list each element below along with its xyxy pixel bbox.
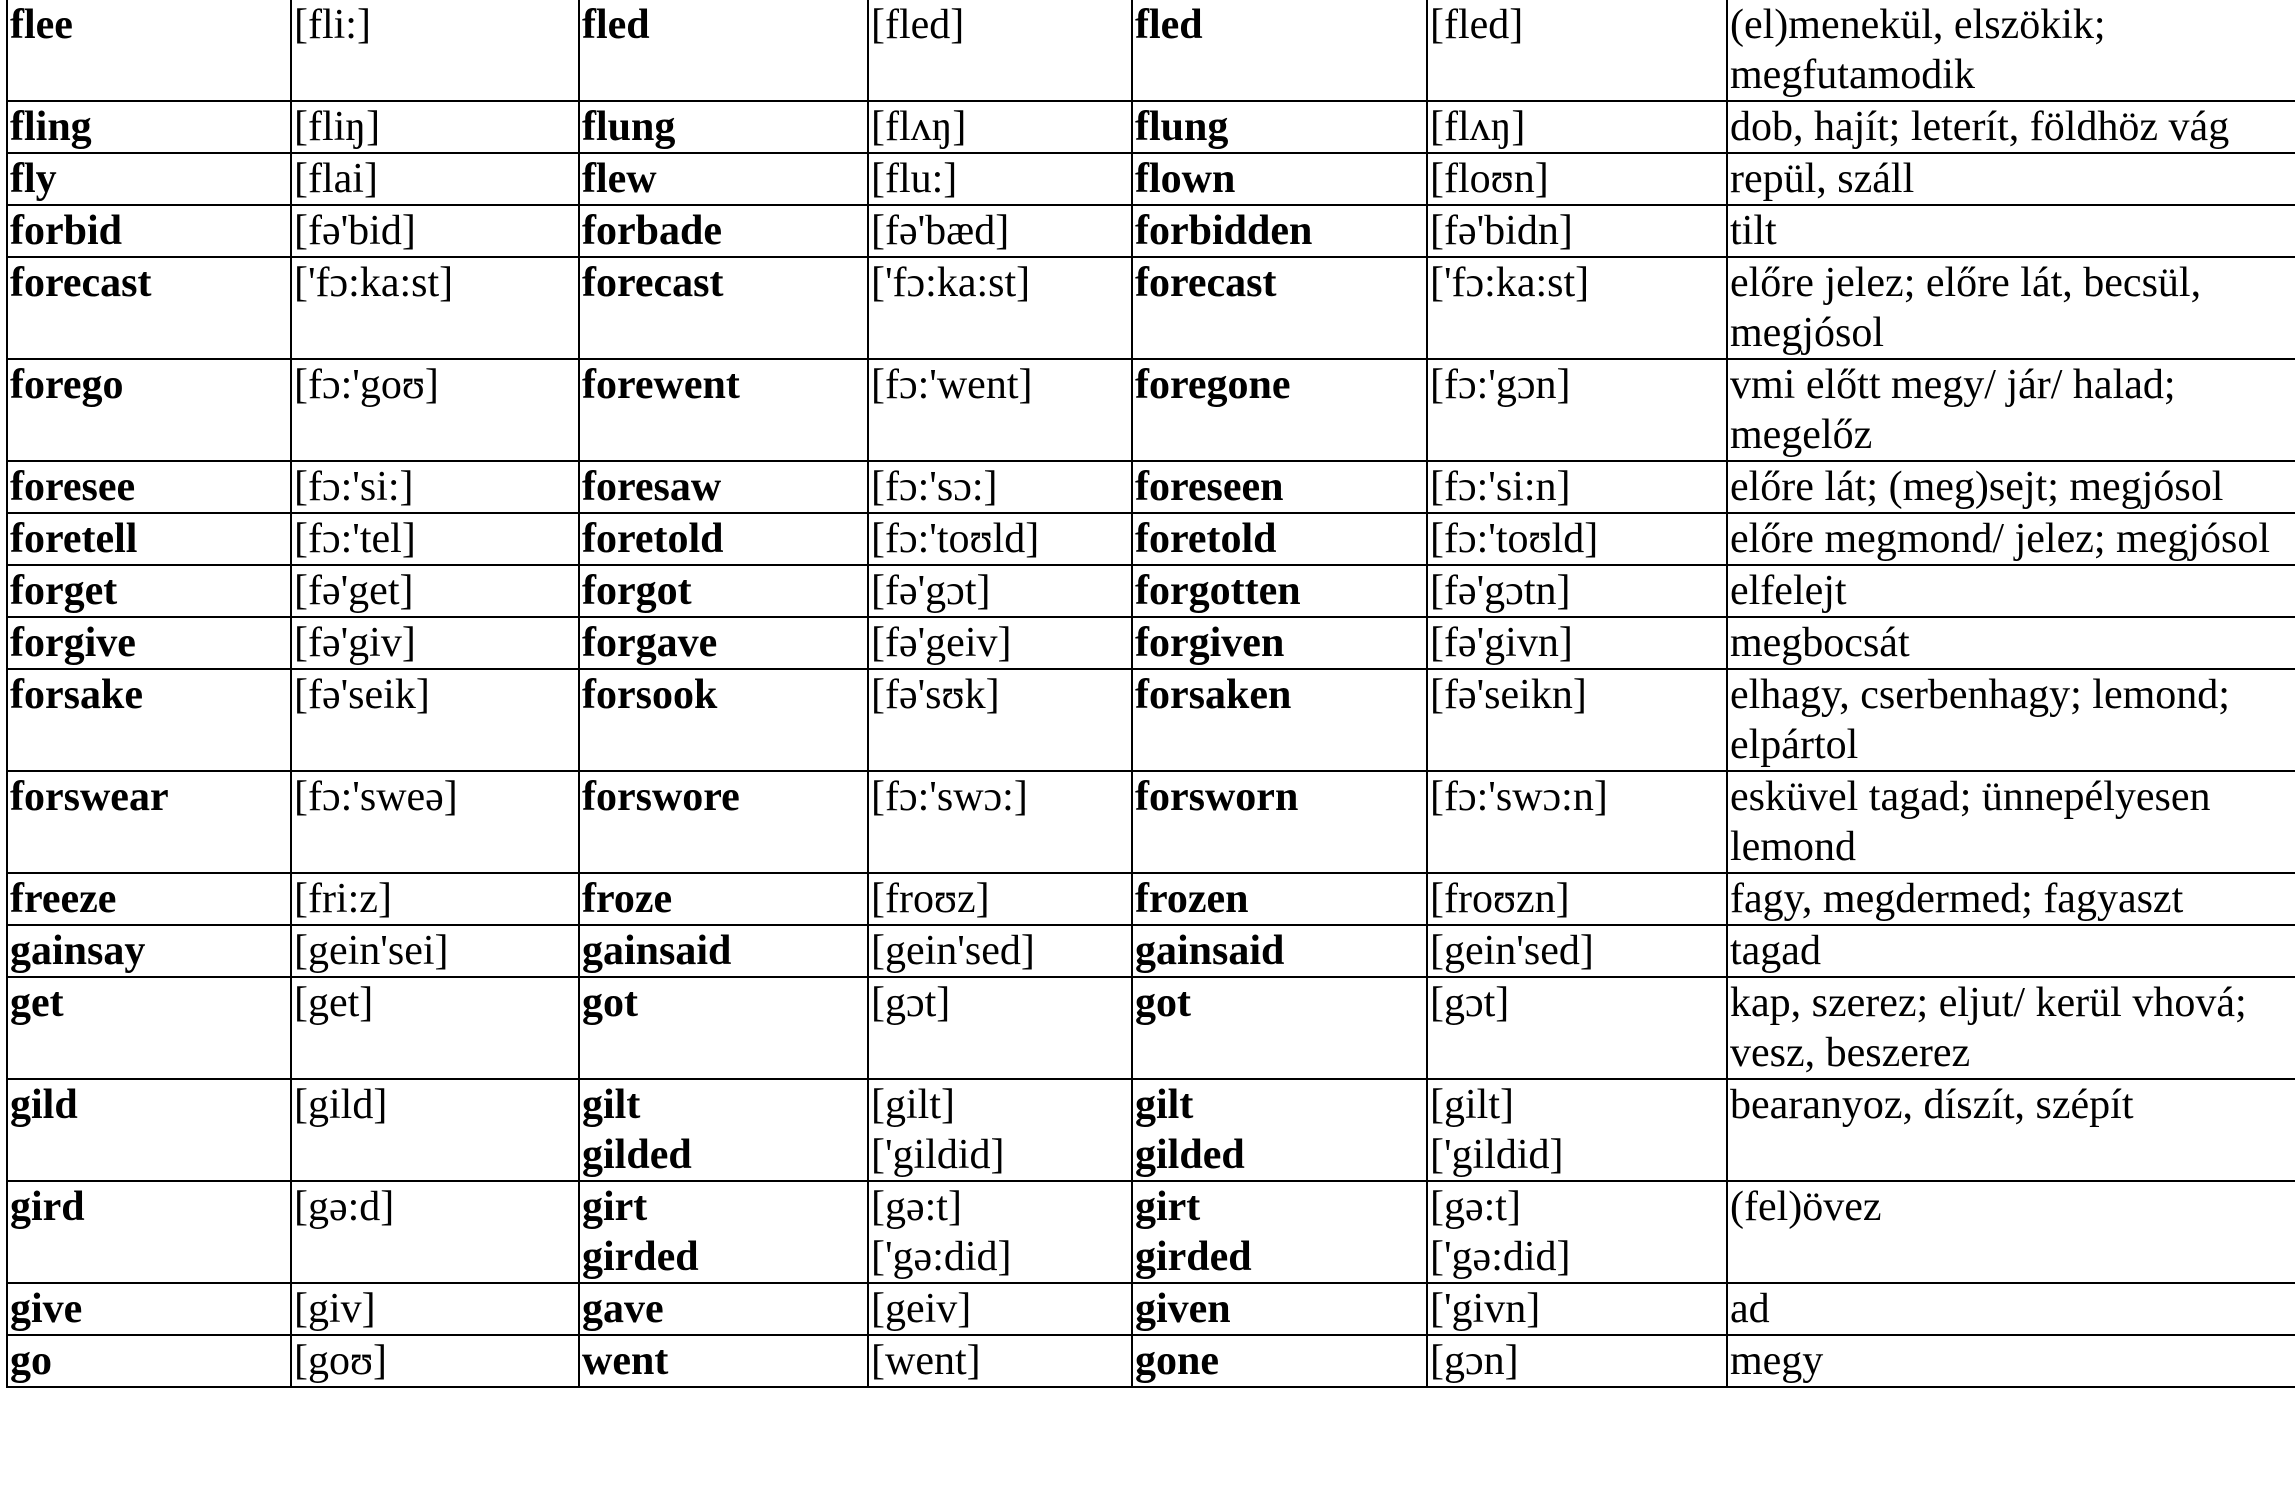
cell-text: ['fɔ:ka:st] [871,260,1031,306]
participle-pronunciation-cell [1427,513,1727,565]
participle-pronunciation-cell [1427,461,1727,513]
cell-text: [fɔ:'swɔ:n] [1430,774,1608,820]
table-row [7,513,2295,565]
meaning-cell: repül, száll [1727,153,2295,205]
base-pronunciation-cell [291,977,579,1079]
cell-text: froze [582,876,673,922]
cell-text: ['givn] [1430,1286,1541,1332]
cell-text: got [1135,980,1191,1026]
meaning-cell: fagy, megdermed; fagyaszt [1727,873,2295,925]
meaning-cell: vmi előtt megy/ jár/ halad; megelőz [1727,359,2295,461]
cell-text: give [10,1286,83,1332]
past-participle-cell [1132,977,1427,1079]
past-pronunciation-cell [868,101,1132,153]
cell-text: forsake [10,672,143,718]
cell-text: [fə'gɔt] [871,568,991,614]
cell-text: forget [10,568,118,614]
base-form-cell [7,977,291,1079]
base-form-cell [7,873,291,925]
participle-pronunciation-cell [1427,257,1727,359]
cell-text: got [582,980,638,1026]
cell-text: [fə'gɔtn] [1430,568,1571,614]
base-pronunciation-cell [291,153,579,205]
cell-text: [fled] [1430,2,1524,48]
past-participle-cell [1132,153,1427,205]
cell-text: ['fɔ:ka:st] [1430,260,1590,306]
cell-text: [fɔ:'goʊ] [294,362,439,408]
cell-text: [froʊzn] [1430,876,1570,922]
cell-text: forgiven [1135,620,1285,666]
irregular-verbs-table [6,0,2295,1388]
cell-text: ['gildid] [1430,1132,1564,1178]
past-participle-cell [1132,461,1427,513]
past-participle-cell [1132,1283,1427,1335]
base-pronunciation-cell [291,513,579,565]
past-simple-cell [579,1181,868,1283]
meaning-cell: tagad [1727,925,2295,977]
past-participle-cell [1132,1181,1427,1283]
table-row [7,0,2295,101]
cell-text: flung [582,104,676,150]
base-pronunciation-cell [291,1079,579,1181]
past-simple-cell [579,1283,868,1335]
base-form-cell [7,461,291,513]
base-pronunciation-cell [291,925,579,977]
cell-text: forbid [10,208,123,254]
base-form-cell [7,205,291,257]
past-pronunciation-cell [868,513,1132,565]
cell-text: [fli:] [294,2,371,48]
past-pronunciation-cell [868,0,1132,101]
cell-text: [get] [294,980,374,1026]
base-pronunciation-cell [291,1335,579,1387]
cell-text: [fɔ:'sweə] [294,774,458,820]
meaning-cell: elhagy, cserbenhagy; lemond; elpártol [1727,669,2295,771]
past-participle-cell [1132,873,1427,925]
cell-text: girded [1135,1234,1252,1280]
cell-text: [goʊ] [294,1338,388,1384]
cell-text: went [582,1338,669,1384]
table-row [7,153,2295,205]
past-participle-cell [1132,925,1427,977]
table-row [7,1181,2295,1283]
participle-pronunciation-cell [1427,205,1727,257]
cell-text: ['gə:did] [871,1234,1012,1280]
cell-text: flew [582,156,657,202]
table-row [7,1283,2295,1335]
cell-text: gilt [582,1082,641,1128]
past-simple-cell [579,153,868,205]
participle-pronunciation-cell [1427,771,1727,873]
cell-text: [gə:t] [1430,1184,1521,1230]
cell-text: [fə'bid] [294,208,416,254]
cell-text: forgave [582,620,718,666]
cell-text: freeze [10,876,117,922]
past-simple-cell [579,0,868,101]
cell-text: fled [582,2,650,48]
base-form-cell [7,153,291,205]
cell-text: [fled] [871,2,965,48]
past-pronunciation-cell [868,257,1132,359]
past-simple-cell [579,1079,868,1181]
cell-text: flee [10,2,73,48]
cell-text: [fə'giv] [294,620,416,666]
cell-text: [fɔ:'sɔ:] [871,464,998,510]
cell-text: given [1135,1286,1231,1332]
base-pronunciation-cell [291,1283,579,1335]
past-pronunciation-cell [868,461,1132,513]
base-pronunciation-cell [291,359,579,461]
past-pronunciation-cell [868,565,1132,617]
cell-text: [gilt] [1430,1082,1514,1128]
participle-pronunciation-cell [1427,1181,1727,1283]
cell-text: ['fɔ:ka:st] [294,260,454,306]
table-row [7,977,2295,1079]
past-pronunciation-cell [868,873,1132,925]
base-form-cell [7,1335,291,1387]
past-participle-cell [1132,617,1427,669]
cell-text: gone [1135,1338,1219,1384]
past-pronunciation-cell [868,1335,1132,1387]
participle-pronunciation-cell [1427,873,1727,925]
cell-text: forecast [582,260,724,306]
past-participle-cell [1132,0,1427,101]
cell-text: [gein'sed] [1430,928,1594,974]
past-pronunciation-cell [868,977,1132,1079]
meaning-cell: ad [1727,1283,2295,1335]
participle-pronunciation-cell [1427,977,1727,1079]
cell-text: [froʊz] [871,876,990,922]
past-pronunciation-cell [868,617,1132,669]
meaning-cell: bearanyoz, díszít, szépít [1727,1079,2295,1181]
cell-text: forswore [582,774,740,820]
past-simple-cell [579,771,868,873]
cell-text: forswear [10,774,169,820]
participle-pronunciation-cell [1427,669,1727,771]
cell-text: gave [582,1286,664,1332]
base-form-cell [7,0,291,101]
meaning-cell: (el)menekül, elszökik; megfutamodik [1727,0,2295,101]
cell-text: forsaken [1135,672,1292,718]
cell-text: girt [582,1184,648,1230]
meaning-cell: kap, szerez; eljut/ kerül vhová; vesz, beszerez [1727,977,2295,1079]
base-form-cell [7,359,291,461]
base-form-cell [7,565,291,617]
participle-pronunciation-cell [1427,1079,1727,1181]
past-participle-cell [1132,205,1427,257]
base-form-cell [7,101,291,153]
cell-text: foretold [582,516,724,562]
cell-text: forgot [582,568,692,614]
participle-pronunciation-cell [1427,925,1727,977]
past-simple-cell [579,977,868,1079]
meaning-cell: előre lát; (meg)sejt; megjósol [1727,461,2295,513]
cell-text: [gɔt] [871,980,951,1026]
cell-text: [fə'givn] [1430,620,1573,666]
past-pronunciation-cell [868,925,1132,977]
cell-text: [fə'bidn] [1430,208,1573,254]
base-form-cell [7,257,291,359]
table-row [7,359,2295,461]
past-pronunciation-cell [868,359,1132,461]
cell-text: [went] [871,1338,981,1384]
cell-text: forgive [10,620,136,666]
cell-text: forego [10,362,124,408]
cell-text: [gɔt] [1430,980,1510,1026]
past-simple-cell [579,873,868,925]
cell-text: [fə'seik] [294,672,430,718]
cell-text: foretold [1135,516,1277,562]
base-pronunciation-cell [291,0,579,101]
cell-text: fling [10,104,92,150]
table-row [7,669,2295,771]
table-row [7,101,2295,153]
past-simple-cell [579,461,868,513]
meaning-cell: előre jelez; előre lát, becsül, megjósol [1727,257,2295,359]
cell-text: [fə'get] [294,568,414,614]
base-pronunciation-cell [291,617,579,669]
base-pronunciation-cell [291,669,579,771]
participle-pronunciation-cell [1427,565,1727,617]
cell-text: [gə:t] [871,1184,962,1230]
cell-text: gild [10,1082,78,1128]
participle-pronunciation-cell [1427,153,1727,205]
past-simple-cell [579,669,868,771]
cell-text: [gə:d] [294,1184,395,1230]
past-pronunciation-cell [868,771,1132,873]
base-pronunciation-cell [291,873,579,925]
participle-pronunciation-cell [1427,1283,1727,1335]
cell-text: forecast [10,260,152,306]
base-form-cell [7,925,291,977]
past-simple-cell [579,617,868,669]
cell-text: [fɔ:'swɔ:] [871,774,1028,820]
base-form-cell [7,1181,291,1283]
cell-text: gainsay [10,928,146,974]
meaning-cell: megy [1727,1335,2295,1387]
participle-pronunciation-cell [1427,359,1727,461]
cell-text: girt [1135,1184,1201,1230]
cell-text: foresee [10,464,136,510]
cell-text: [gild] [294,1082,388,1128]
meaning-cell: dob, hajít; leterít, földhöz vág [1727,101,2295,153]
cell-text: [fɔ:'si:n] [1430,464,1571,510]
cell-text: flung [1135,104,1229,150]
table-row [7,1079,2295,1181]
cell-text: [fɔ:'si:] [294,464,414,510]
base-form-cell [7,513,291,565]
cell-text: foresaw [582,464,722,510]
cell-text: [fɔ:'went] [871,362,1033,408]
past-simple-cell [579,101,868,153]
past-simple-cell [579,565,868,617]
cell-text: foretell [10,516,138,562]
participle-pronunciation-cell [1427,1335,1727,1387]
table-row [7,925,2295,977]
cell-text: go [10,1338,52,1384]
past-participle-cell [1132,513,1427,565]
cell-text: ['gə:did] [1430,1234,1571,1280]
past-participle-cell [1132,101,1427,153]
cell-text: gilt [1135,1082,1194,1128]
cell-text: foreseen [1135,464,1284,510]
cell-text: gilded [1135,1132,1245,1178]
cell-text: forsworn [1135,774,1299,820]
table-row [7,565,2295,617]
cell-text: forgotten [1135,568,1301,614]
cell-text: [fliŋ] [294,104,381,150]
participle-pronunciation-cell [1427,101,1727,153]
past-simple-cell [579,925,868,977]
cell-text: [geiv] [871,1286,972,1332]
cell-text: forbidden [1135,208,1313,254]
past-simple-cell [579,513,868,565]
base-pronunciation-cell [291,1181,579,1283]
base-pronunciation-cell [291,461,579,513]
cell-text: gird [10,1184,85,1230]
base-pronunciation-cell [291,565,579,617]
cell-text: [fri:z] [294,876,392,922]
cell-text: [gilt] [871,1082,955,1128]
cell-text: forsook [582,672,718,718]
table-body [7,0,2295,1387]
cell-text: [fɔ:'tel] [294,516,416,562]
past-pronunciation-cell [868,669,1132,771]
cell-text: [flʌŋ] [871,104,967,150]
base-form-cell [7,771,291,873]
cell-text: [fɔ:'gɔn] [1430,362,1571,408]
base-form-cell [7,669,291,771]
base-form-cell [7,1079,291,1181]
cell-text: [fə'sʊk] [871,672,1000,718]
meaning-cell: elfelejt [1727,565,2295,617]
cell-text: foregone [1135,362,1291,408]
past-simple-cell [579,257,868,359]
meaning-cell: tilt [1727,205,2295,257]
participle-pronunciation-cell [1427,617,1727,669]
meaning-cell: (fel)övez [1727,1181,2295,1283]
cell-text: [fə'seikn] [1430,672,1587,718]
past-pronunciation-cell [868,153,1132,205]
table-row [7,205,2295,257]
cell-text: [gein'sed] [871,928,1035,974]
cell-text: [flai] [294,156,378,202]
participle-pronunciation-cell [1427,0,1727,101]
table-row [7,1335,2295,1387]
cell-text: [fɔ:'toʊld] [1430,516,1599,562]
cell-text: [gein'sei] [294,928,449,974]
meaning-cell: előre megmond/ jelez; megjósol [1727,513,2295,565]
cell-text: [giv] [294,1286,376,1332]
cell-text: fly [10,156,57,202]
base-form-cell [7,617,291,669]
cell-text: gainsaid [582,928,732,974]
table-row [7,617,2295,669]
past-participle-cell [1132,771,1427,873]
past-participle-cell [1132,359,1427,461]
cell-text: [flu:] [871,156,958,202]
past-simple-cell [579,1335,868,1387]
cell-text: ['gildid] [871,1132,1005,1178]
cell-text: [fə'geiv] [871,620,1012,666]
cell-text: gainsaid [1135,928,1285,974]
table-row [7,771,2295,873]
cell-text: fled [1135,2,1203,48]
past-simple-cell [579,359,868,461]
past-pronunciation-cell [868,1079,1132,1181]
cell-text: forecast [1135,260,1277,306]
past-pronunciation-cell [868,1283,1132,1335]
past-pronunciation-cell [868,1181,1132,1283]
base-pronunciation-cell [291,257,579,359]
meaning-cell: esküvel tagad; ünnepélyesen lemond [1727,771,2295,873]
past-simple-cell [579,205,868,257]
cell-text: [gɔn] [1430,1338,1519,1384]
cell-text: frozen [1135,876,1249,922]
past-participle-cell [1132,1079,1427,1181]
cell-text: [fɔ:'toʊld] [871,516,1040,562]
cell-text: [floʊn] [1430,156,1549,202]
base-pronunciation-cell [291,101,579,153]
base-form-cell [7,1283,291,1335]
past-participle-cell [1132,669,1427,771]
cell-text: forewent [582,362,740,408]
meaning-cell: megbocsát [1727,617,2295,669]
table-row [7,257,2295,359]
cell-text: [fə'bæd] [871,208,1010,254]
cell-text: get [10,980,64,1026]
past-pronunciation-cell [868,205,1132,257]
cell-text: girded [582,1234,699,1280]
cell-text: gilded [582,1132,692,1178]
cell-text: forbade [582,208,722,254]
table-row [7,461,2295,513]
cell-text: [flʌŋ] [1430,104,1526,150]
table-row [7,873,2295,925]
past-participle-cell [1132,257,1427,359]
cell-text: flown [1135,156,1236,202]
base-pronunciation-cell [291,771,579,873]
past-participle-cell [1132,565,1427,617]
base-pronunciation-cell [291,205,579,257]
past-participle-cell [1132,1335,1427,1387]
